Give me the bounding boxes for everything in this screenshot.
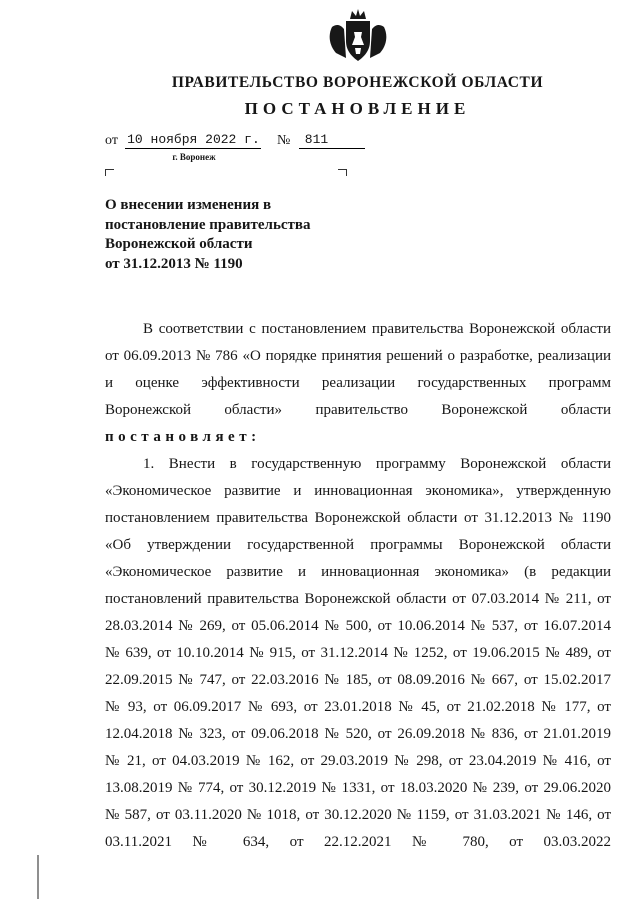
subject-line: от 31.12.2013 № 1190 (105, 255, 243, 272)
paragraph-preamble: В соответствии с постановлением правительства Воронежской области от 06.09.2013 № 786 «О порядке принятия решений о разработке, реализации и оценке эффективности реализации государственных программ Воронежской области» правительство Воронежской области (105, 321, 611, 418)
number-sign: № (276, 133, 291, 148)
doc-type-title: ПОСТАНОВЛЕНИЕ (244, 99, 471, 118)
subject-line: Воронежской области (105, 236, 253, 252)
address-corner-right-icon (338, 169, 347, 176)
paragraph-amendment: 1. Внести в государственную программу Воронежской области «Экономическое развитие и инновационная экономика», утвержденную постановлением правительства Воронежской области от 31.12.2013 № 1190 «Об утверждении государственной программы Воронежской области «Экономическое развитие и инновационная экономика» (в редакции постановлений правительства Воронежской области от 07.03.2014 № 211, от 28.03.2014 № 269, от 05.06.2014 № 500, от 10.06.2014 № 537, от 16.07.2014 № 639, от 10.10.2014 № 915, от 31.12.2014 № 1252, от 19.06.2015 № 489, от 22.09.2015 № 747, от 22.03.2016 № 185, от 08.09.2016 № 667, от 15.02.2017 № 93, от 06.09.2017 № 693, от 23.01.2018 № 45, от 21.02.2018 № 177, от 12.04.2018 № 323, от 09.06.2018 № 520, от 26.09.2018 № 836, от 21.01.2019 № 21, от 04.03.2019 № 162, от 29.03.2019 № 298, от 23.04.2019 № 416, от 13.08.2019 № 774, от 30.12.2019 № 1331, от 18.03.2020 № 239, от 29.06.2020 № 587, от 03.11.2020 № 1018, от 30.12.2020 № 1159, от 31.03.2021 № 146, от 03.11.2021 № 634, от 22.12.2021 № 780, от 03.03.2022 (105, 456, 611, 850)
city-label: г. Воронеж (172, 152, 216, 162)
date-prefix: от (105, 133, 118, 148)
subject-line: постановление правительства (105, 216, 311, 233)
date-number-row (105, 132, 365, 149)
address-corner-left-icon (105, 169, 114, 176)
resolves-line: постановляет: (105, 429, 261, 445)
subject-block (105, 196, 405, 274)
date-value: 10 ноября 2022 г. (127, 132, 260, 147)
scan-artifact-line (37, 855, 39, 899)
body-text (105, 316, 611, 856)
subject-line: О внесении изменения в (105, 197, 272, 213)
org-name: ПРАВИТЕЛЬСТВО ВОРОНЕЖСКОЙ ОБЛАСТИ (171, 74, 544, 91)
voronezh-emblem-icon (327, 8, 389, 64)
coat-of-arms (105, 8, 610, 69)
document-number: 811 (299, 132, 365, 149)
